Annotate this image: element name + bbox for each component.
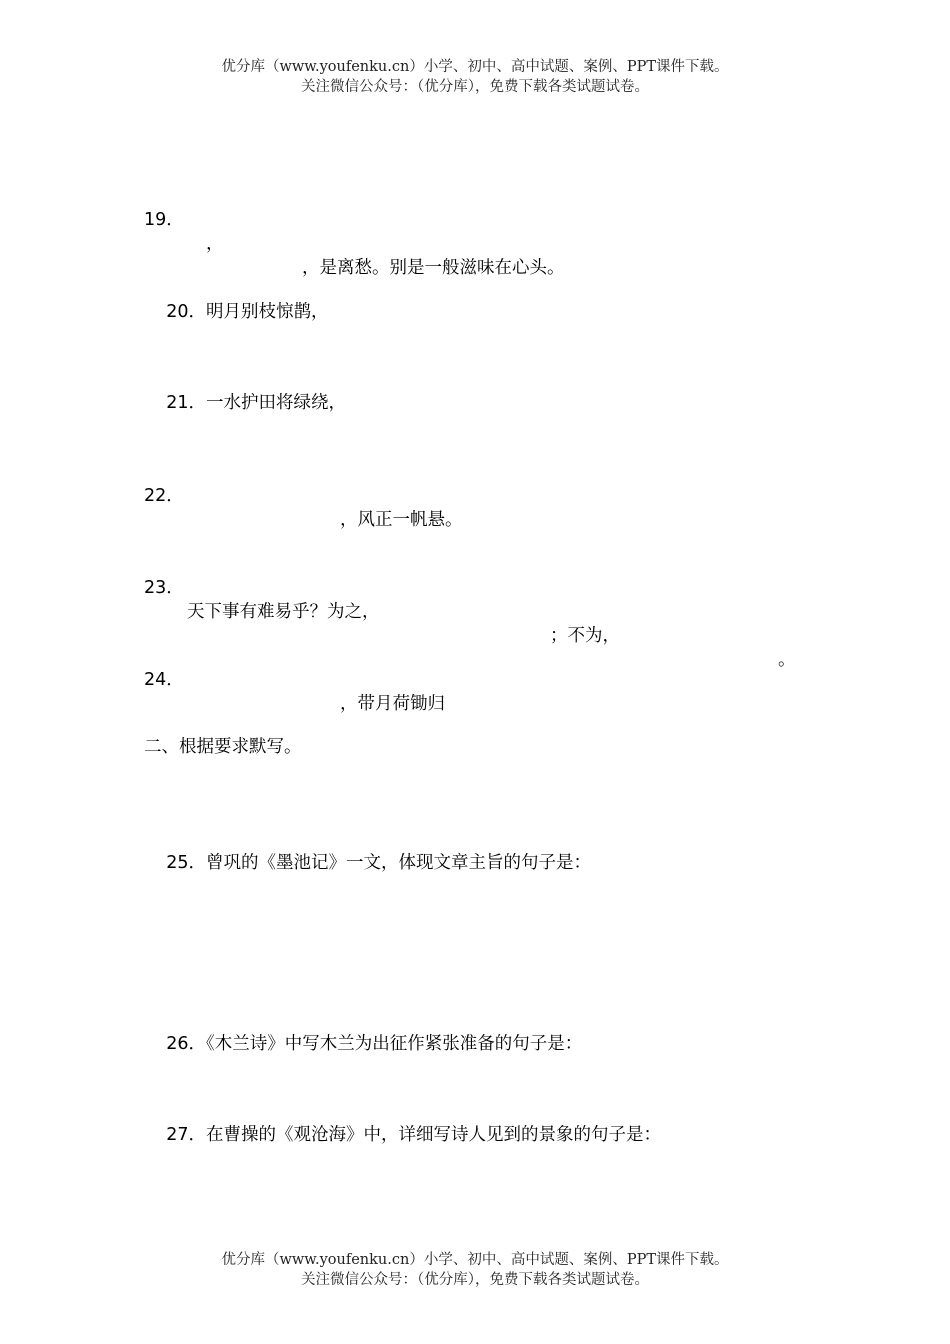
question-number: 20． [166,302,207,322]
page-header [0,57,950,97]
question-text: 在曹操的《观沧海》中，详细写诗人见到的景象的句子是： [206,1125,662,1145]
question-text: 天下事有难易乎？为之， [187,602,380,622]
question-number: 26． [166,1034,207,1054]
question-text: ， [206,234,224,254]
question-27 [144,1099,661,1171]
question-19 [144,184,844,278]
question-25 [144,827,591,899]
question-24 [144,644,844,714]
question-text: ；不为， [550,626,620,646]
question-number: 23． [144,578,184,598]
footer-line-1: 优分库（www.youfenku.cn）小学、初中、高中试题、案例、PPT课件下载。 [221,1252,729,1268]
section-heading: 二、根据要求默写。 [144,737,302,757]
question-number: 19． [144,210,184,230]
question-text: 明月别枝惊鹊， [206,302,329,322]
question-text: ，带月荷锄归 [340,694,445,714]
question-20 [144,276,329,348]
question-number: 25． [166,853,207,873]
question-number: 21． [166,393,207,413]
question-number: 27． [166,1125,207,1145]
header-line-1: 优分库（www.youfenku.cn）小学、初中、高中试题、案例、PPT课件下载。 [221,59,729,75]
header-line-2: 关注微信公众号：（优分库），免费下载各类试题试卷。 [301,79,649,95]
question-text: 。 [778,650,796,670]
question-text: ，风正一帆悬。 [340,510,463,530]
question-23 [144,552,844,670]
question-text: ，是离愁。别是一般滋味在心头。 [302,258,565,278]
question-22 [144,460,844,530]
page-footer [0,1250,950,1290]
question-26 [144,1008,582,1080]
question-text: 《木兰诗》中写木兰为出征作紧张准备的句子是： [206,1034,583,1054]
footer-line-2: 关注微信公众号：（优分库），免费下载各类试题试卷。 [301,1272,649,1288]
question-text: 一水护田将绿绕， [206,393,347,413]
question-number: 24． [144,670,184,690]
question-number: 22． [144,486,184,506]
question-text: 曾巩的《墨池记》一文，体现文章主旨的句子是： [206,853,592,873]
question-21 [144,367,346,439]
